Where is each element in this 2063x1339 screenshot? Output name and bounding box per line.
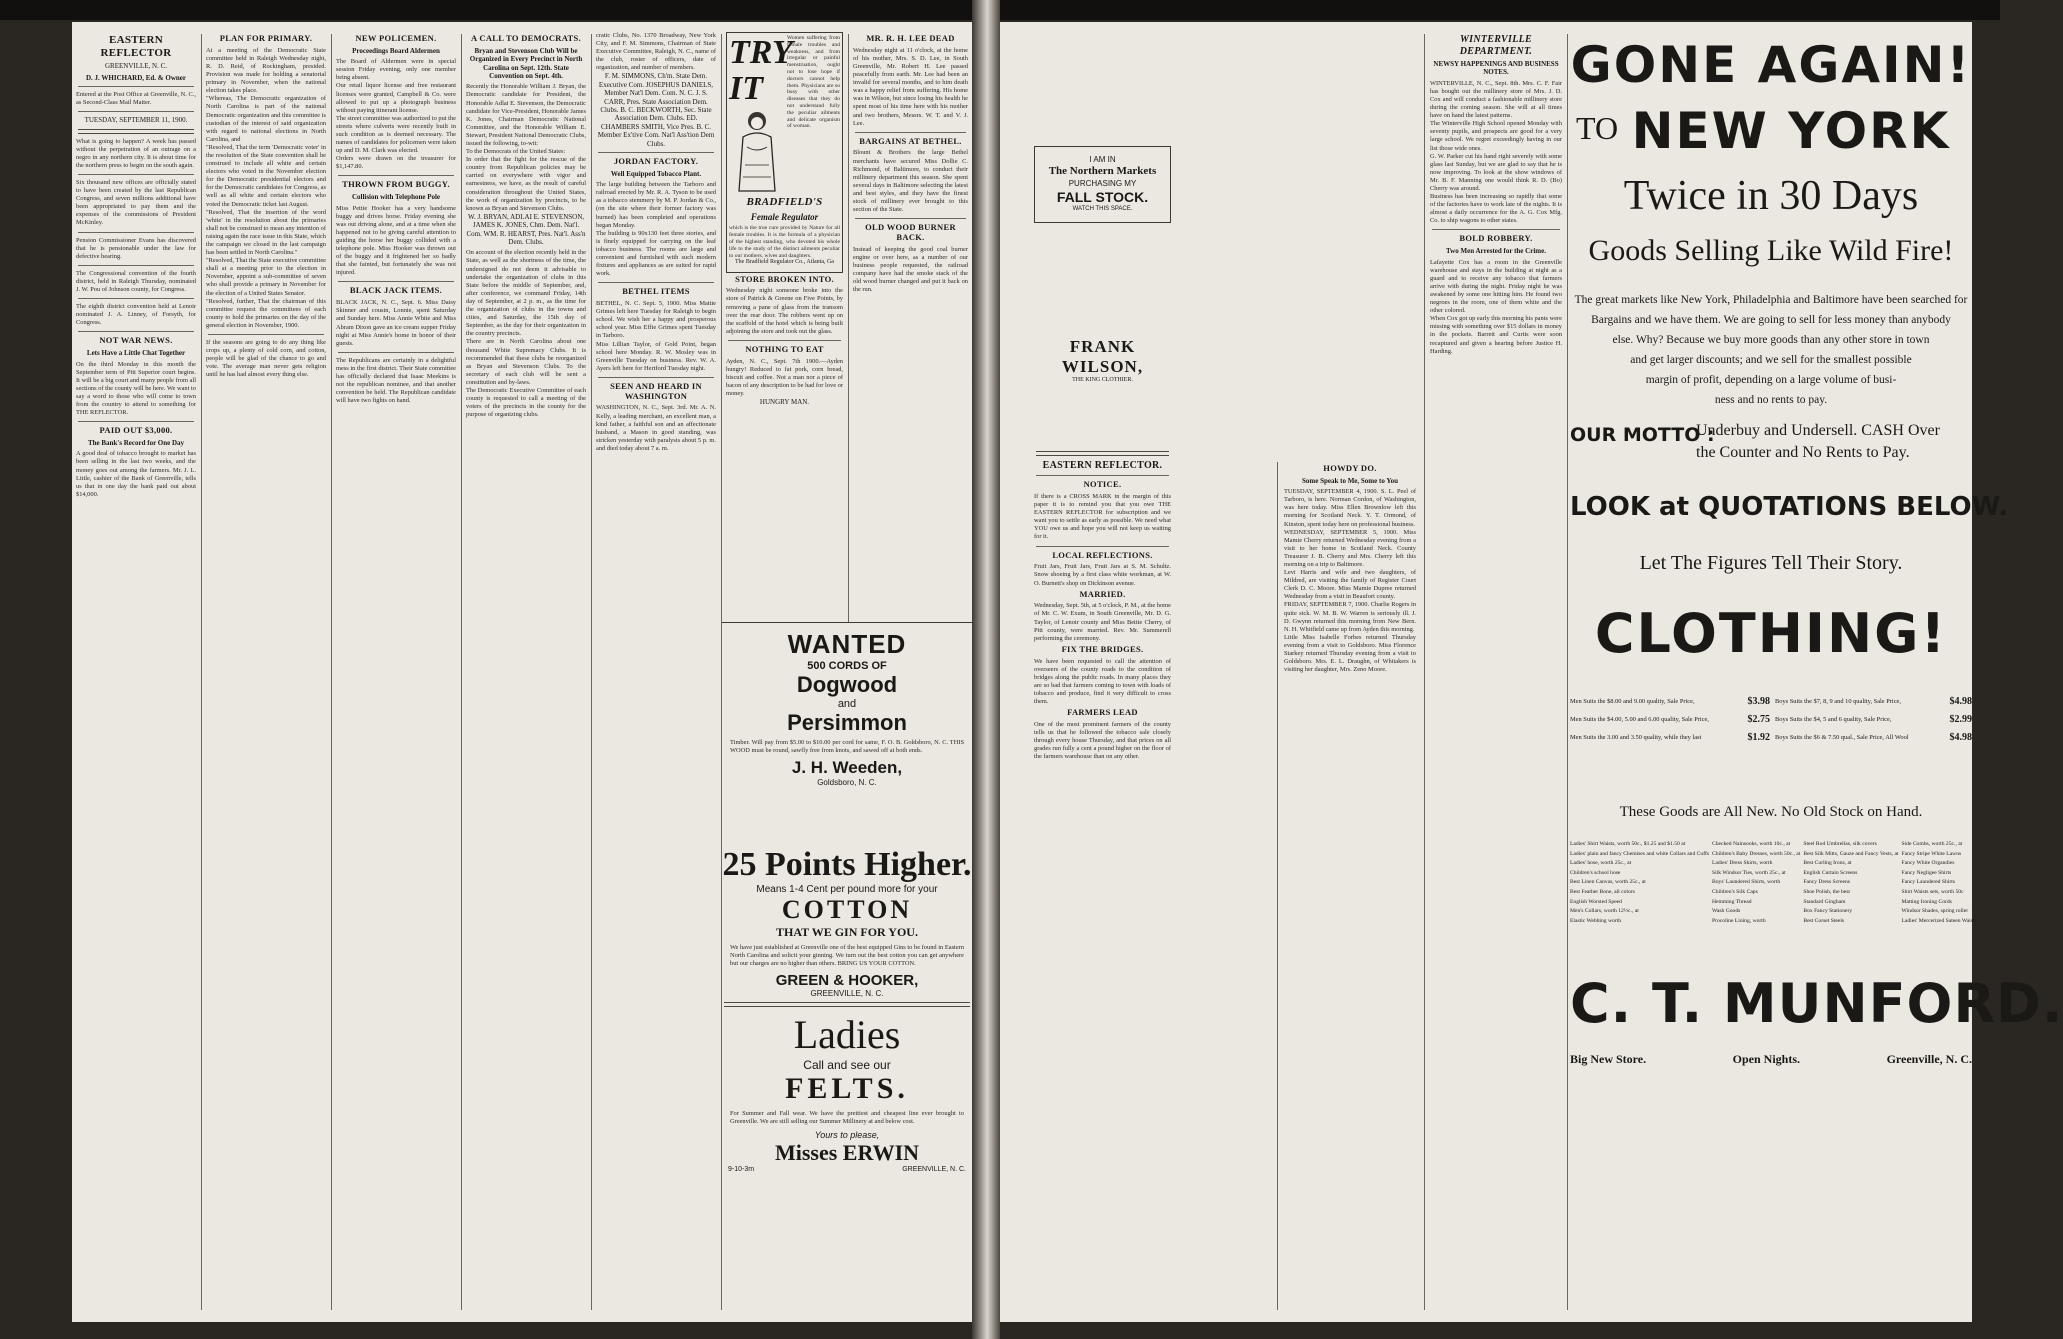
twice-heading: Twice in 30 Days: [1623, 173, 1919, 219]
newspaper-page-right: [1000, 22, 2063, 1322]
item-line: Best Silk Mitts, Gauze and Fancy Vests, at: [1803, 850, 1899, 857]
article-paragraph: The Republicans are certainly in a delightful mess in the first district. Their State committee has officially declared that Isaac Meekins is not the republican nominee, and that another convention be held. The Republican candidate will have two fights on hand.: [336, 356, 456, 405]
try-it-ad: [726, 32, 843, 273]
look-heading: LOOK at QUOTATIONS BELOW.: [1570, 492, 2009, 522]
article-paragraph: The Board of Aldermen were in special session Friday evening, only one member being absent.: [336, 58, 456, 82]
markets-line: FALL STOCK.: [1056, 188, 1149, 205]
motto-line: the Counter and No Rents to Pay.: [1696, 444, 1910, 461]
motto-line: Underbuy and Undersell. CASH Over: [1696, 422, 1940, 439]
item-line: Matting Ironing Cords: [1901, 898, 1952, 905]
column-1: [72, 32, 200, 1312]
item-line: Ladies' plain and fancy Chemises and white Collars and Cuffs: [1570, 850, 1710, 857]
munford-advertisement: [1570, 22, 2063, 1322]
boys-suits-list: [1775, 692, 1972, 746]
ladies-heading: Ladies: [793, 1012, 901, 1058]
item-line: Hemming Thread: [1712, 898, 1752, 905]
column-4: [462, 32, 590, 1312]
try-it-heading: TRY IT: [729, 34, 792, 107]
lead-line: margin of profit, depending on a large volume of busi-: [1645, 374, 1897, 386]
article-paragraph: Fruit Jars, Fruit Jars, Fruit Jars at S. M. Schultz. Snow shoeing by a first class white workman, at W. O. Burnett's shop on Dickinson avenue.: [1034, 563, 1171, 587]
article-headline: PAID OUT $3,000.: [99, 425, 173, 436]
frank-wilson-ad: FRANK WILSON,: [1061, 336, 1144, 376]
article-headline: FARMERS LEAD: [1067, 707, 1138, 718]
item-line: English Worsted Speed: [1570, 898, 1622, 905]
price-row: Boys Suits the $6 & 7.50 qual., Sale Price, All Wool $4.98: [1775, 731, 1972, 743]
ladies-signoff: Yours to please,: [814, 1130, 880, 1141]
article-headline: A CALL TO DEMOCRATS.: [471, 33, 581, 43]
article-headline: FIX THE BRIDGES.: [1061, 643, 1144, 654]
big-new-store: Big New Store.: [1570, 1052, 1647, 1066]
article-paragraph: Miss Lillian Taylor, of Gold Point, began school here Monday. R. W. Mosley was in Greenville Tuesday on business. Rev. W. A. Ayers left here for Hertford Tuesday night.: [596, 340, 716, 372]
item-line: Fancy Laundered Shirts: [1901, 879, 1955, 886]
item-line: Fancy Dress Screens: [1803, 879, 1850, 886]
item-line: Fancy Stripe White Lawns: [1901, 850, 1962, 857]
wanted-wood-1: Dogwood: [796, 672, 898, 697]
item-line: Ladies' Dress Skirts, worth: [1712, 860, 1773, 867]
article-paragraph: Blount & Brothers the large Bethel merchants have secured Miss Dollie C. Richmond, of Baltimore, to conduct their millinery department this season. She spent several days in Baltimore selecting the latest and best styles, and they have the finest stock of millinery ever brought to this section of the State.: [853, 149, 968, 214]
price-row: Boys Suits the $7, 8, 9 and 10 quality, Sale Price, $4.98: [1775, 695, 1972, 707]
ad-text: Women suffering from female troubles and weakness, and from irregular or painful menstruation, ought not to lose hope if doctors cannot help them. Physicians are so busy with other diseases that they do not understand fully the peculiar ailments and delicate organism of woman.: [787, 35, 840, 130]
misses-erwin: Misses ERWIN: [774, 1140, 920, 1166]
article-headline: NOTICE.: [1083, 479, 1122, 490]
price-row: Men Suits the $8.00 and 9.00 quality, Sale Price, $3.98: [1570, 695, 1770, 707]
item-line: Children's Silk Caps: [1712, 888, 1758, 895]
ad-text: Timber. Will pay from $5.00 to $10.00 per cord for same, F. O. B. Goldsboro, N. C. THIS WOOD must be round, sawfly free from knots, and sawed off at both ends.: [730, 739, 964, 755]
article-paragraph: What is going to happen? A week has passed without the perpetration of an outrage on a negro in any northern city. It is about time for the northern press to begin on the south again.: [76, 137, 196, 169]
right-column-3: [1426, 32, 1566, 1312]
article-paragraph: Business has been increasing so rapidly that some of the factories have to work late of the nights. It is almost a daily occurrence for the A. G. Cox Mfg. Co. to ship wagons to other states.: [1430, 193, 1562, 225]
gin-firm-place: GREENVILLE, N. C.: [810, 989, 884, 999]
brand-product: Female Regulator: [750, 211, 819, 222]
article-paragraph: Instead of keeping the good coal burner engine or over here, as a number of our business people requested, the railroad company have had the smoke stack of the old wood burner changed and put it back on the run.: [853, 245, 968, 294]
article-paragraph: If there is a CROSS MARK in the margin of this paper it is to remind you that you owe THE EASTERN REFLECTOR for subscription and we want you to settle as early as possible. We need what YOU owe us and hope you will not keep us waiting for it.: [1034, 493, 1171, 541]
column-5: [592, 32, 720, 1312]
newspaper-page-left: [72, 22, 972, 1322]
article-paragraph: At a meeting of the Democratic State committee held in Raleigh Wednesday night, R. D. Reid, of Rockingham, presided. Provision was made for holding a senatorial primary in November, when the national election takes place.: [206, 46, 326, 95]
article-paragraph: We have been requested to call the attention of overseers of the county roads to the condition of bridges along the public roads. In many places they are so bad that farmers coming to town with loads of tobacco and produce, find it very difficult to cross them.: [1034, 657, 1171, 706]
article-paragraph: One of the most prominent farmers of the county tells us that he followed the tobacco sale closely through every house Thursday, and that prices on all grades run fully a cent a pound higher on the floor of the farmers warehouse than on any other.: [1034, 720, 1171, 761]
items-column: [1901, 840, 1976, 926]
article-paragraph: To the Democrats of the United States:: [466, 148, 566, 156]
article-paragraph: "Resolved, That the State executive committee shall at a meeting prior to the election in November, appoint a sub-committee of seven who shall provide a primary in November for the election of a United States Senator.: [206, 257, 326, 297]
article-paragraph: Orders were drawn on the treasurer for $1,147.80.: [336, 155, 456, 171]
clothing-heading: CLOTHING!: [1594, 602, 1948, 665]
item-line: Shirt Waists sets, worth 50c: [1901, 888, 1964, 895]
ladies-call: Call and see our: [803, 1058, 891, 1073]
article-headline: PLAN FOR PRIMARY.: [219, 33, 313, 43]
price-row: Boys Suits the $4, 5 and 6 quality, Sale Price, $2.99: [1775, 713, 1972, 725]
article-headline: JORDAN FACTORY.: [613, 155, 699, 166]
article-headline: HOWDY DO.: [1323, 463, 1377, 473]
article-paragraph: The Congressional convention of the fourth district, held in Raleigh Thursday, nominated J. W. Pou of Johnson county, for Congress.: [76, 269, 196, 294]
wanted-buyer-place: Goldsboro, N. C.: [817, 778, 877, 788]
item-line: Standard Gingham: [1803, 898, 1846, 905]
item-line: Children's school hose: [1570, 869, 1621, 876]
points-subline: Means 1-4 Cent per pound more for your: [756, 884, 938, 895]
item-line: Best Corset Steels: [1803, 917, 1845, 924]
wanted-cords: 500 CORDS OF: [807, 660, 887, 672]
item-line: English Curtain Screens: [1803, 869, 1858, 876]
item-line: Fancy Negligee Shirts: [1901, 869, 1952, 876]
item-line: Wash Goods: [1712, 908, 1741, 915]
column-rule: [1567, 34, 1568, 1310]
article-paragraph: Lafayette Cox has a room in the Greenville warehouse and stays in the building at night as a guard and to receive any tobacco that farmers arrive with during the night. Friday night he was awakened by some one hitting him. He found two negroes in the room, one of them white and the other colored.: [1430, 258, 1562, 315]
article-paragraph: In order that the fight for the rescue of the country from Republican policies may be carried on everywhere with vigor and earnestness, we have, as the result of careful consideration throughout the United States, the work of organization by precincts, to be known as Bryan and Stevenson Clubs.: [466, 156, 586, 212]
gin-and-felts-ads: [722, 842, 972, 1312]
masthead-entered: Entered at the Post Office at Greenville, N. C., as Second-Class Mail Matter.: [76, 91, 196, 107]
article-paragraph: TUESDAY, SEPTEMBER 4, 1900. S. L. Peel of Tarboro, is here. Norman Cordon, of Washington, was here today. Miss Ellen Brownlow left this morning for Scotland Neck. Y. T. Ormond, of Kinston, spent today here on professional business.: [1284, 488, 1416, 528]
all-new-line: These Goods are All New. No Old Stock on Hand.: [1619, 804, 1923, 820]
munford-name: C. T. MUNFORD.: [1570, 972, 2063, 1035]
article-paragraph: The large building between the Tarboro and railroad erected by Mr. R. A. Tyson to be used as a tobacco stemmery by M. P. Jordan & Co., (on the site where their former factory was burned) has been completed and operations began Monday.: [596, 181, 716, 229]
ad-footer: The Bradfield Regulator Co., Atlanta, Ga: [735, 259, 834, 266]
item-line: Best Curling Irons, at: [1803, 860, 1852, 867]
article-paragraph: cratic Clubs, No. 1370 Broadway, New York City, and F. M. Simmons, Chairman of State Executive Committee, Raleigh, N. C., name of the club, roster of officers, date of organization, and number of members.: [596, 32, 716, 72]
column-rule: [1424, 34, 1425, 1310]
points-heading: 25 Points Higher.: [722, 846, 972, 883]
column-rule: [1277, 462, 1278, 1310]
article-paragraph: BETHEL, N. C. Sept. 5, 1900. Miss Mattie Grimes left here Tuesday for Raleigh to begin school. We wish her a happy and prosperous school year. Miss Effie Grimes spent Tuesday in Tarboro.: [596, 300, 716, 340]
article-paragraph: The building is 90x130 feet three stories, and is finely equipped for carrying on the leaf tobacco business. The rooms are large and convenient and furnished with such modern fixtures and appliances as are suited for rapid work.: [596, 229, 716, 278]
felts-heading: FELTS.: [785, 1072, 909, 1106]
item-line: Ladies' Shirt Waists, worth 50c., $1.25 and $1.50 at: [1570, 841, 1686, 847]
article-subhead: The Bank's Record for One Day: [87, 439, 185, 447]
lead-line: Bargains and we have them. We are going to sell for less money than anybody: [1591, 314, 1951, 326]
right-column-2-spacer: [1180, 462, 1276, 1312]
price-row: Men Suits the 3.00 and 3.50 quality, while they last $1.92: [1570, 731, 1770, 743]
item-line: Box Fancy Stationery: [1803, 908, 1853, 915]
article-paragraph: Wednesday night at 11 o'clock, at the home of his mother, Mrs. S. D. Lee, in South Greenville, Mr. Robert H. Lee passed peacefully from earth. Mr. Lee had been an invalid for several months, and to him death was a happy relief from suffering. His home was in Wilson, but since losing his health he spent most of his time here with his mother and two brothers, Messrs. W. T. and V. J. Lee.: [853, 46, 968, 127]
article-subhead: Some Speak to Me, Some to You: [1302, 476, 1398, 485]
wanted-heading: WANTED: [787, 629, 907, 659]
right-column-1: [1030, 32, 1175, 1312]
article-headline: BLACK JACK ITEMS.: [349, 285, 443, 296]
article-subhead: Proceedings Board Aldermen: [352, 46, 440, 55]
article-headline: NEW POLICEMEN.: [355, 33, 437, 43]
markets-line: I AM IN: [1089, 155, 1116, 164]
article-paragraph: The Democratic Executive Committee of each county is requested to call a meeting of the voters of the precincts in the county for the purpose of organizing clubs.: [466, 386, 586, 419]
item-line: Best Linen Canvas, worth 25c., at: [1570, 879, 1646, 886]
article-paragraph: Recently the Honorable William J. Bryan, the Democratic candidate for President, the Honorable Adlai E. Stevenson, the Democratic candidate for Vice-President, Honorable James K. Jones, Chairman Democratic National Committee, and the Honorable William E. Stewart, President National Democratic Clubs, issued the following, to-wit:: [466, 83, 586, 147]
article-paragraph: On account of the election recently held in the State, as well as the shortness of the time, the undersigned do not deem it advisable to undertake the organization of clubs in this State before the middle of September, and, after conference, we command Friday, 14th day of September, at 2 p. m., as the time for the organization of clubs in the towns and cities, and Saturday, the 15th day of September, as the day for their organization in the country precincts.: [466, 249, 586, 338]
article-paragraph: FRIDAY, SEPTEMBER 7, 1900. Charlie Rogers in quite sick. W. M. B. W. Warren is seriously ill. J. D. Gwynn returned this morning from New Bern. N. H. Whitfield came up from Ayden this morning.: [1284, 601, 1416, 633]
article-paragraph: A good deal of tobacco brought to market has been selling in the last two weeks, and the money goes out among the farmers. Mr. J. L. Little, cashier of the Bank of Greenville, tells us that in one day the bank paid out about $14,000.: [76, 450, 196, 498]
misses-place: GREENVILLE, N. C.: [902, 1166, 966, 1174]
wanted-buyer: J. H. Weeden,: [791, 758, 903, 778]
price-row: Men Suits the $4.00, 5.00 and 6.00 quality, Sale Price, $2.75: [1570, 713, 1770, 725]
brand-name: BRADFIELD'S: [746, 196, 823, 208]
article-headline: STORE BROKEN INTO.: [735, 273, 834, 284]
article-headline: BOLD ROBBERY.: [1459, 233, 1533, 244]
article-paragraph: Wednesday, Sept. 5th, at 5 o'clock, P. M., at the home of Mr. C. W. Exum, in South Greenville, Mr. D. G. Taylor, of Lenoir county and Miss Bettie Cherry, of Pitt county, were married. Rev. Mr. Summerell performing the ceremony.: [1034, 602, 1171, 642]
figures-heading: Let The Figures Tell Their Story.: [1639, 552, 1903, 574]
items-column: [1570, 840, 1709, 926]
signature: HUNGRY MAN.: [759, 398, 810, 407]
article-paragraph: Our retail liquor license and free restaurant licenses were granted, Campbell & Co. were allowed to put up a photograph business without paying itinerant license.: [336, 82, 456, 114]
to-word: TO: [1576, 110, 1619, 146]
masthead-place: GREENVILLE, N. C.: [104, 62, 168, 71]
article-paragraph: Little Miss Isabelle Forbes returned Thursday evening from a visit to Goldsboro. Miss Florence Starkey returned Thursday evening from a visit to Goldsboro. Mrs. E. L. Draughn, of Whitakers is visiting her daughter, Mrs. Zeno Moore.: [1284, 633, 1416, 674]
markets-line: PURCHASING MY: [1068, 178, 1137, 188]
items-column: [1712, 840, 1800, 926]
article-paragraph: WEDNESDAY, SEPTEMBER 5, 1900. Miss Mamie Cherry returned Wednesday evening from a visit to her home in Scotland Neck. County Treasurer J. B. Cherry and Mrs. Cherry left this morning on a trip to Baltimore.: [1284, 528, 1416, 568]
article-subhead: Lets Have a Little Chat Together: [86, 349, 186, 358]
department-headline: WINTERVILLE DEPARTMENT.: [1459, 34, 1533, 57]
article-subhead: Collision with Telephone Pole: [351, 193, 441, 202]
article-headline: LOCAL REFLECTIONS.: [1052, 549, 1153, 560]
wanted-wood-ad: [722, 622, 972, 844]
article-subhead: NEWSY HAPPENINGS AND BUSINESS NOTES.: [1433, 60, 1559, 77]
article-paragraph: When Cox got up early this morning his pants were missing with something over $15 dollars in money in the pockets. Barrett and Curtis were soon recaptured and given a hearing before Justice H. Harding.: [1430, 315, 1562, 355]
gin-claim: THAT WE GIN FOR YOU.: [776, 925, 918, 939]
northern-markets-ad: [1034, 146, 1171, 223]
lead-line: The great markets like New York, Philadelphia and Baltimore have been searched for: [1574, 294, 1968, 306]
ad-text: We have just established at Greenville one of the best equipped Gins to be found in Eastern North Carolina and solicit your ginning. We turn out the best cotton you can get anywhere but our charges are no higher than others. BRING US YOUR COTTON.: [730, 944, 964, 968]
article-paragraph: Pension Commissioner Evans has discovered that he is pensionable under the law for defective hearing.: [76, 236, 196, 260]
article-paragraph: Miss Pettie Hooker has a very handsome buggy and drives horse. Friday evening she was out driving alone, and at a time when she happened not to be giving careful attention to guiding the horse her buggy collided with a telephone pole. Miss Hooker was thrown out of the buggy and it frightened her so badly that she fainted, but fortunately she was not injured.: [336, 204, 456, 277]
gone-again-heading: GONE AGAIN!: [1570, 36, 1972, 94]
masthead-title: EASTERN REFLECTOR: [100, 34, 172, 59]
item-line: Ladies' Mercerized Sateen Waists: [1901, 917, 1977, 924]
new-york-heading: NEW YORK: [1631, 102, 1951, 160]
item-line: Men's Collars, worth 12½c., at: [1570, 908, 1639, 915]
signature-block: F. M. SIMMONS, Ch'm. State Dem. Executive Com. JOSEPHUS DANIELS, Member Nat'l Dem. Com. N. C. J. S. CARR, Pres. State Association Dem. Clubs. B. C. BECKWORTH, Sec. State Association Dem. Clubs. ED. CHAMBERS SMITH, Vice Pres. B. C. Member Ex'tive Com. Nat'l Ass'tion Dem Clubs.: [597, 72, 715, 148]
article-headline: MARRIED.: [1079, 588, 1126, 599]
item-line: Silk Windsor Ties, worth 25c., at: [1712, 869, 1786, 876]
frank-wilson-tagline: THE KING CLOTHIER.: [1072, 376, 1133, 383]
article-paragraph: Levi Harris and wife and two daughters, of Mildred, are visiting the family of Register Court Clerk D. C. Moore. Miss Mamie Dupree returned Wednesday from a visit in Beaufort county.: [1284, 569, 1416, 601]
gin-firm: GREEN & HOOKER,: [775, 972, 919, 990]
article-paragraph: G. W. Parker cut his hand right severely with some glass last Sunday, but we are glad to say that he is now improving. To look at the show windows of Mr. B. F. Manning one would think R. D. (Bo) Cherry was around.: [1430, 152, 1562, 192]
right-column-2: [1280, 462, 1420, 1312]
woman-illustration-icon: [729, 107, 785, 193]
item-line: Fancy White Organdies: [1901, 860, 1955, 867]
article-paragraph: Six thousand new offices are officially stated to have been created by the last Republican Congress, and seven millions additional have been appropriated to pay them and the expenses of the commissions of President McKinley.: [76, 179, 196, 227]
article-paragraph: There are in North Carolina about one thousand White Supremacy Clubs. It is recommended that these clubs be reorganized as Bryan and Stevenson Clubs. To the secretary of each club will be sent a constitution and by-laws.: [466, 338, 586, 386]
article-headline: THROWN FROM BUGGY.: [342, 179, 450, 190]
item-line: Elastic Webbing worth: [1570, 917, 1622, 924]
wanted-wood-2: Persimmon: [787, 710, 907, 735]
item-line: Steel Rod Umbrellas, silk covers: [1803, 841, 1877, 847]
article-headline: BARGAINS AT BETHEL.: [859, 135, 962, 146]
item-line: Shoe Polish, the best: [1803, 888, 1850, 895]
article-headline: OLD WOOD BURNER BACK.: [865, 222, 956, 242]
section-masthead: EASTERN REFLECTOR.: [1042, 459, 1163, 471]
article-paragraph: The Winterville High School opened Monday with seventy pupils, and prospects are good for a very large school. We regret exceedingly having in our list those wide ones.: [1430, 120, 1562, 152]
article-paragraph: Ayden, N. C., Sept. 7th 1900.—Ayden hungry! Reduced to fat pork, corn bread, biscuit and coffee. Not a man nor a piece of bacon of any description to be had for love or money.: [726, 357, 843, 398]
items-grid: [1570, 840, 1977, 926]
cotton-heading: COTTON: [781, 895, 913, 924]
masthead-editor: D. J. WHICHARD, Ed. & Owner: [85, 73, 186, 82]
article-headline: MR. R. H. LEE DEAD: [866, 33, 955, 43]
munford-footer: [1570, 1052, 1972, 1067]
article-paragraph: The eighth district convention held at Lenoir nominated J. A. Linney, of Forsyth, for Congress.: [76, 303, 196, 327]
lead-line: else. Why? Because we buy more goods than any other store in town: [1612, 334, 1930, 346]
item-line: Windsor Shades, spring roller: [1901, 908, 1969, 915]
article-paragraph: WASHINGTON, N. C., Sept. 3rd. Mr. A. N. Kelly, a leading merchant, an excellent man, a kind father, a faithful son and an affectionate husband, a Mason in good standing, was stricken yesterday with paralysis about 5 p. m. and died today about 7 a. m.: [596, 404, 716, 452]
wild-fire-heading: Goods Selling Like Wild Fire!: [1588, 234, 1954, 267]
article-headline: BETHEL ITEMS: [622, 286, 690, 297]
article-subhead: Well Equipped Tobacco Plant.: [610, 169, 702, 178]
article-paragraph: "Resolved, That the term 'Democratic voter' in the resolution of the State convention shall be construed to include all white and certain electors who voted in the November election for the Democratic presidential electors and for the Democratic candidates for Congress, as well as all white and certain electors who voted the Democratic ticket last August.: [206, 143, 326, 208]
article-headline: SEEN AND HEARD IN WASHINGTON: [610, 380, 702, 401]
item-line: Side Combs, worth 25c., at: [1901, 841, 1963, 847]
article-paragraph: If the seasons are going to do any thing like crops up, a plenty of cold corn, and cotton, people will be glad of the chance to go and vote. The average man never gets religion until he has had almost every thing else.: [206, 339, 326, 379]
scan-top-border: [0, 0, 2000, 20]
column-3: [332, 32, 460, 1312]
lead-line: ness and no rents to pay.: [1714, 394, 1828, 406]
motto-label: OUR MOTTO :: [1570, 424, 1715, 446]
article-paragraph: "Resolved, That the insertion of the word 'white' in the resolution about the primaries shall not be construed to mean any intention of raising again the race issue in this State, which the campaign we closed in the last campaign has been settled in North Carolina.": [206, 208, 326, 257]
ad-text: which is the true cure provided by Nature for all female troubles. It is the formula of a physician of the highest standing, who devoted his whole life to the study of the distinct ailments peculiar to our mothers, wives and daughters.: [729, 225, 840, 259]
article-paragraph: BLACK JACK, N. C., Sept. 6. Miss Daisy Skinner and cousin, Lonnie, spent Saturday and Sunday here. Miss Annie White and Miss Abram Dixon gave an ice cream supper Friday night at Miss Annie's home in honor of their guests.: [336, 299, 456, 347]
item-line: Checked Nainsooks, worth 10c., at: [1712, 841, 1791, 847]
article-paragraph: WINTERVILLE, N. C., Sept. 8th. Mrs. C. F. Fair has bought out the millinery store of Mrs. J. D. Cox and will conduct a fashionable millinery store during the coming season. She will at all times have on hand the latest patterns.: [1430, 79, 1562, 120]
ad-date-code: 9-10-3m: [728, 1166, 755, 1174]
ad-text: For Summer and Fall wear. We have the prettiest and cheapest line ever brought to Greenville. We are still selling our Summer Millinery at and below cost.: [730, 1110, 964, 1126]
open-nights: Open Nights.: [1732, 1052, 1801, 1066]
item-line: Boys' Laundered Shirts, worth: [1712, 879, 1781, 886]
article-headline: NOT WAR NEWS.: [99, 335, 173, 346]
markets-line: The Northern Markets: [1048, 165, 1157, 178]
wanted-and: and: [837, 698, 857, 710]
article-paragraph: "Whereas, The Democratic organization of North Carolina is part of the national Democratic organization and this committee is custodian of the interest of said organization with regard to national elections in North Carolina, and: [206, 95, 326, 143]
item-line: Ladies' hose, worth 25c., at: [1570, 860, 1632, 867]
markets-line: WATCH THIS SPACE.: [1072, 205, 1133, 212]
article-subhead: Bryan and Stevenson Club Will be Organized in Every Precinct in North Carolina on Sept. 12th. State Convention on Sept. 4th.: [469, 46, 583, 80]
column-2: [202, 32, 330, 1312]
item-line: Best Feather Bone, all colors: [1570, 888, 1635, 895]
signature-block: W. J. BRYAN, ADLAI E. STEVENSON, JAMES K. JONES, Chm. Dem. Nat'l. Com. WM. R. HEARST, Pres. Nat'l. Ass'n Dem. Clubs.: [466, 212, 586, 246]
item-line: Procoline Lining, worth: [1712, 917, 1766, 924]
issue-date: TUESDAY, SEPTEMBER 11, 1900.: [84, 116, 188, 125]
article-paragraph: On the third Monday in this month the September term of Pitt Superior court begins. It will be a big court and many people from all sections of the county will be here. We want to say a word to those who will come to town from the country to attend to something for THE REFLECTOR.: [76, 360, 196, 417]
article-paragraph: The street committee was authorized to put the streets where culverts were recently built in such condition as is deemed necessary. The names of candidates for policemen were taken up and D. M. Clark was elected.: [336, 114, 456, 155]
munford-town: Greenville, N. C.: [1886, 1052, 1972, 1066]
article-paragraph: "Resolved, further, That the chairman of this committee request the committees of each county to hold the primaries on the day of the general election in November, 1900.: [206, 297, 326, 329]
article-headline: NOTHING TO EAT: [745, 343, 824, 354]
lead-line: and get larger discounts; and we sell for the smallest possible: [1630, 354, 1912, 366]
book-spine: [972, 0, 1000, 1339]
article-subhead: Two Men Arrested for the Crime.: [1446, 247, 1546, 256]
items-column: [1803, 840, 1898, 926]
item-line: Children's Baby Dresses, worth 50c., at: [1712, 850, 1801, 857]
men-suits-list: [1570, 692, 1770, 746]
article-paragraph: Wednesday night someone broke into the store of Patrick & Greene on Five Points, by removing a pane of glass from the transom over the rear door. The robbers went up on the scaffold of the hotel which is being built adjoining the store and took out the glass.: [726, 287, 843, 335]
